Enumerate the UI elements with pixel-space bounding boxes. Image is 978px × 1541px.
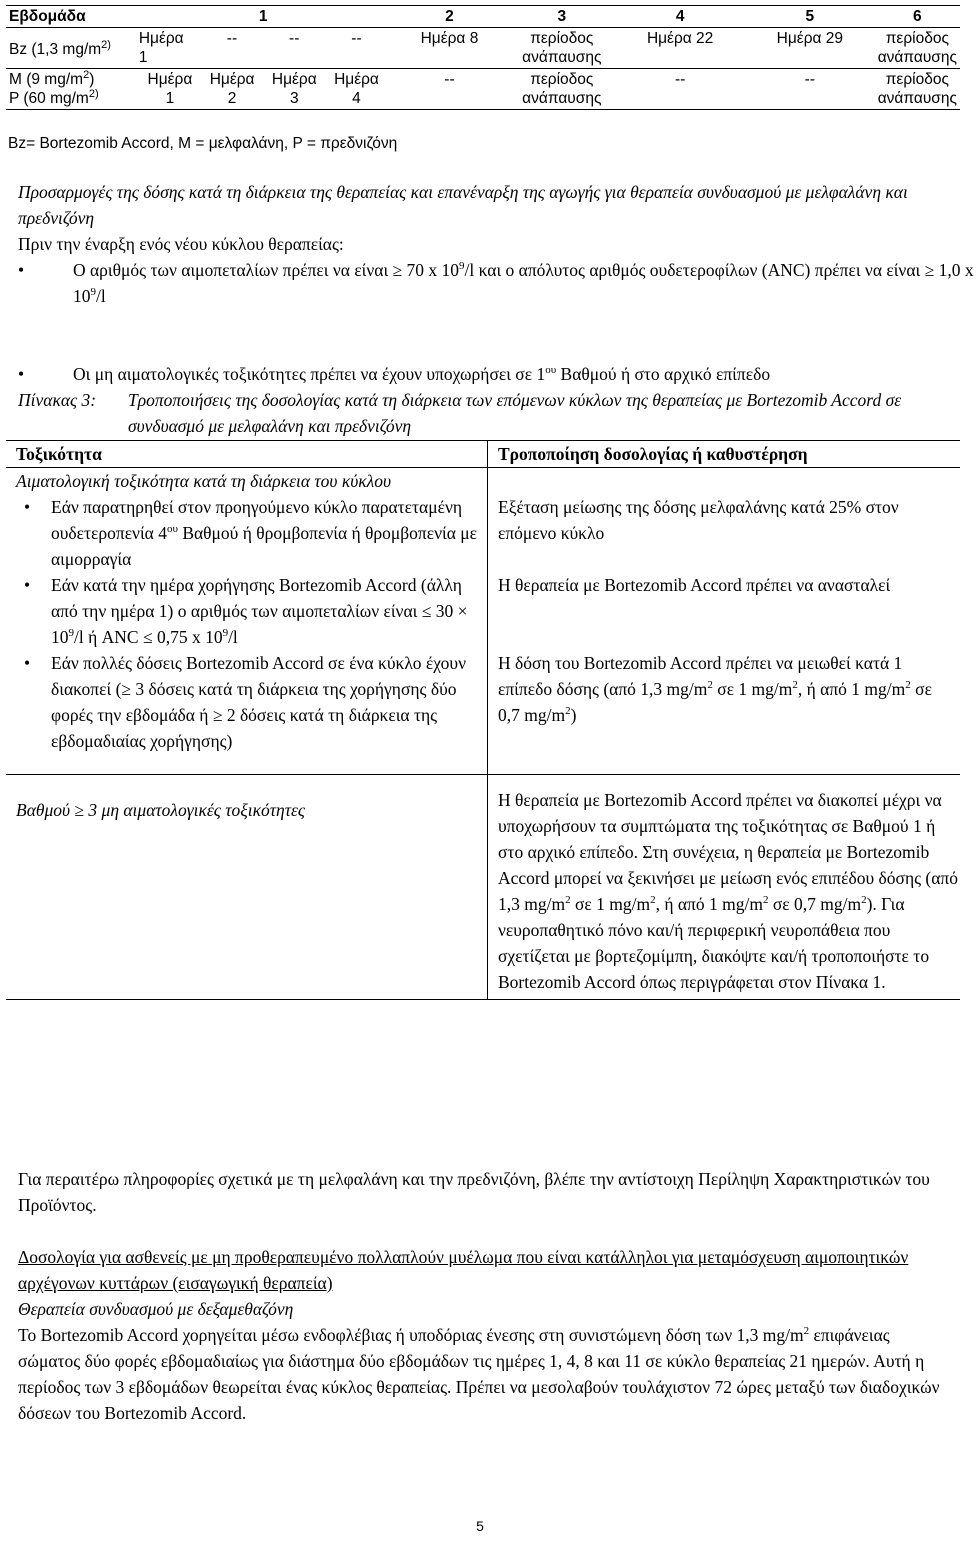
toxicity-table	[6, 440, 960, 1000]
table-3-caption	[18, 387, 948, 439]
tox-row-1	[6, 494, 960, 572]
heme-title-row	[6, 468, 960, 495]
page-number: 5	[476, 1518, 484, 1534]
header-week-4: 4	[615, 6, 745, 28]
header-week-5: 5	[745, 6, 875, 28]
adjust-bullet-1: • Ο αριθμός των αιμοπεταλίων πρέπει να είναι ≥ 70 x $10^9/l$ και ο απόλυτος αριθμός ουδετεροφίλων (ANC) πρέπει να είναι ≥ 1,0 x $10^9/l$	[18, 257, 978, 309]
bz-week-1: Ημέρα 1 -- -- --	[136, 28, 391, 69]
dosing-heading: Δοσολογία για ασθενείς με μη προθεραπευμένο πολλαπλούν μυέλωμα που είναι κατάλληλοι για μεταμόσχευση αιμοποιητικών αρχέγονων κυττάρων (εισαγωγική θεραπεία)	[18, 1247, 909, 1293]
toxicity-header-row	[6, 441, 960, 468]
tox-row-3	[6, 650, 960, 775]
schedule-legend: Bz= Bortezomib Accord, M = μελφαλάνη, P = πρεδνιζόνη	[8, 135, 398, 152]
tox-row-3-condition: • Εάν πολλές δόσεις Bortezomib Accord σε ένα κύκλο έχουν διακοπεί (≥ 3 δόσεις κατά τη διάρκεια της χορήγησης δύο φορές την εβδομάδα ή ≥ 2 δόσεις κατά τη διάρκεια της εβδομαδιαίας χορήγησης)	[6, 650, 488, 775]
mp-week-5: --	[745, 69, 875, 110]
col-toxicity-header: Τοξικότητα	[6, 441, 488, 468]
bz-week-5: Ημέρα 29	[745, 28, 875, 69]
col-modification-header: Τροποποίηση δοσολογίας ή καθυστέρηση	[488, 441, 961, 468]
heme-title: Αιματολογική τοξικότητα κατά τη διάρκεια του κύκλου	[16, 471, 392, 491]
tox-row-1-condition: • Εάν παρατηρηθεί στον προηγούμενο κύκλο παρατεταμένη ουδετεροπενία $4^{o\upsilon}$ Βαθμού ή θρομβοπενία ή θρομβοπενία με αιμορραγία	[6, 494, 488, 572]
schedule-mp-row	[6, 69, 960, 110]
mp-label: M (9 $mg/m^2$) P (60 $mg/m^{2)}$	[6, 69, 136, 110]
schedule-header-row	[6, 6, 960, 28]
tox-row-2-modification: Η θεραπεία με Bortezomib Accord πρέπει να ανασταλεί	[488, 572, 961, 650]
schedule-table	[6, 5, 960, 110]
adjust-title: Προσαρμογές της δόσης κατά τη διάρκεια της θεραπείας και επανέναρξη της αγωγής για θεραπεία συνδυασμού με μελφαλάνη και πρεδνιζόνη	[18, 182, 908, 228]
adjust-bullet-2: • Οι μη αιματολογικές τοξικότητες πρέπει να έχουν υποχωρήσει σε $1^{o\upsilon}$ Βαθμού ή στο αρχικό επίπεδο	[18, 361, 978, 387]
bz-week-2: Ημέρα 8	[391, 28, 509, 69]
tox-row-4	[6, 775, 960, 1000]
dosing-subheading: Θεραπεία συνδυασμού με δεξαμεθαζόνη	[18, 1299, 294, 1319]
header-week-3: 3	[508, 6, 615, 28]
mp-week-4: --	[615, 69, 745, 110]
caption-label: Πίνακας 3:	[18, 390, 97, 410]
tox-row-2-condition: • Εάν κατά την ημέρα χορήγησης Bortezomib Accord (άλλη από την ημέρα 1) ο αριθμός των αιμοπεταλίων $\varepsilon ί\nu\alpha\iota \le 30 \times 10^9/l$ ή ANC ≤ 0,75 x $10^9/l$	[6, 572, 488, 650]
header-week-2: 2	[391, 6, 509, 28]
mp-week-2: --	[391, 69, 509, 110]
tox-row-3-modification: Η δόση του Bortezomib Accord πρέπει να μειωθεί κατά 1 επίπεδο δόσης (από 1,3 $mg/m^2$ σε 1 $mg/m^2$, ή από 1 $mg/m^2$ σε 0,7 $mg/m^2$)	[488, 650, 961, 775]
schedule-bz-row	[6, 28, 960, 69]
tox-row-4-condition: Βαθμού ≥ 3 μη αιματολογικές τοξικότητες	[6, 775, 488, 1000]
adjust-intro: Πριν την έναρξη ενός νέου κύκλου θεραπείας:	[18, 234, 344, 254]
dosing-paragraph: Το Bortezomib Accord χορηγείται μέσω ενδοφλέβιας ή υποδόριας ένεσης στη συνιστώμενη δόση των 1,3 $mg/m^2$ επιφάνειας σώματος δύο φορές εβδομαδιαίως για διάστημα δύο εβδομάδων τις ημέρες 1, 4, 8 και 11 σε κύκλο θεραπείας 21 ημερών. Αυτή η περίοδος των 3 εβδομάδων θεωρείται ένας κύκλος θεραπείας. Πρέπει να μεσολαβούν τουλάχιστον 72 ώρες μεταξύ των διαδοχικών δόσεων του Bortezomib Accord.	[18, 1325, 940, 1423]
bz-week-4: Ημέρα 22	[615, 28, 745, 69]
bz-week-6: περίοδος ανάπαυσης	[875, 28, 960, 69]
caption-text: Τροποποιήσεις της δοσολογίας κατά τη διάρκεια των επόμενων κύκλων της θεραπείας με Bortezomib Accord σε συνδυασμό με μελφαλάνη και πρεδνιζόνη	[128, 390, 902, 436]
mp-week-1: Ημέρα 1 Ημέρα 2 Ημέρα 3 Ημέρα 4	[136, 69, 391, 110]
bz-label: Bz (1,3 $mg/m^{2)}$	[6, 28, 136, 69]
bz-week-3: περίοδος ανάπαυσης	[508, 28, 615, 69]
header-week: Εβδομάδα	[6, 6, 136, 28]
header-week-1: 1	[136, 6, 391, 28]
more-info-paragraph: Για περαιτέρω πληροφορίες σχετικά με τη μελφαλάνη και την πρεδνιζόνη, βλέπε την αντίστοιχη Περίληψη Χαρακτηριστικών του Προϊόντος.	[18, 1169, 930, 1215]
tox-row-4-modification: Η θεραπεία με Bortezomib Accord πρέπει να διακοπεί μέχρι να υποχωρήσουν τα συμπτώματα της τοξικότητας σε Βαθμού 1 ή στο αρχικό επίπεδο. Στη συνέχεια, η θεραπεία με Bortezomib Accord μπορεί να ξεκινήσει με μείωση ενός επιπέδου δόσης (από 1,3 $mg/m^2$ σε 1 $mg/m^2$, ή από 1 $mg/m^2$ σε 0,7 $mg/m^2$). Για νευροπαθητικό πόνο και/ή περιφερική νευροπάθεια που σχετίζεται με βορτεζομίμπη, διακόψτε και/ή τροποποιήστε το Bortezomib Accord όπως περιγράφεται στον Πίνακα 1.	[488, 775, 961, 1000]
tox-row-2	[6, 572, 960, 650]
mp-week-3: περίοδος ανάπαυσης	[508, 69, 615, 110]
mp-week-6: περίοδος ανάπαυσης	[875, 69, 960, 110]
tox-row-1-modification: Εξέταση μείωσης της δόσης μελφαλάνης κατά 25% στον επόμενο κύκλο	[488, 494, 961, 572]
header-week-6: 6	[875, 6, 960, 28]
